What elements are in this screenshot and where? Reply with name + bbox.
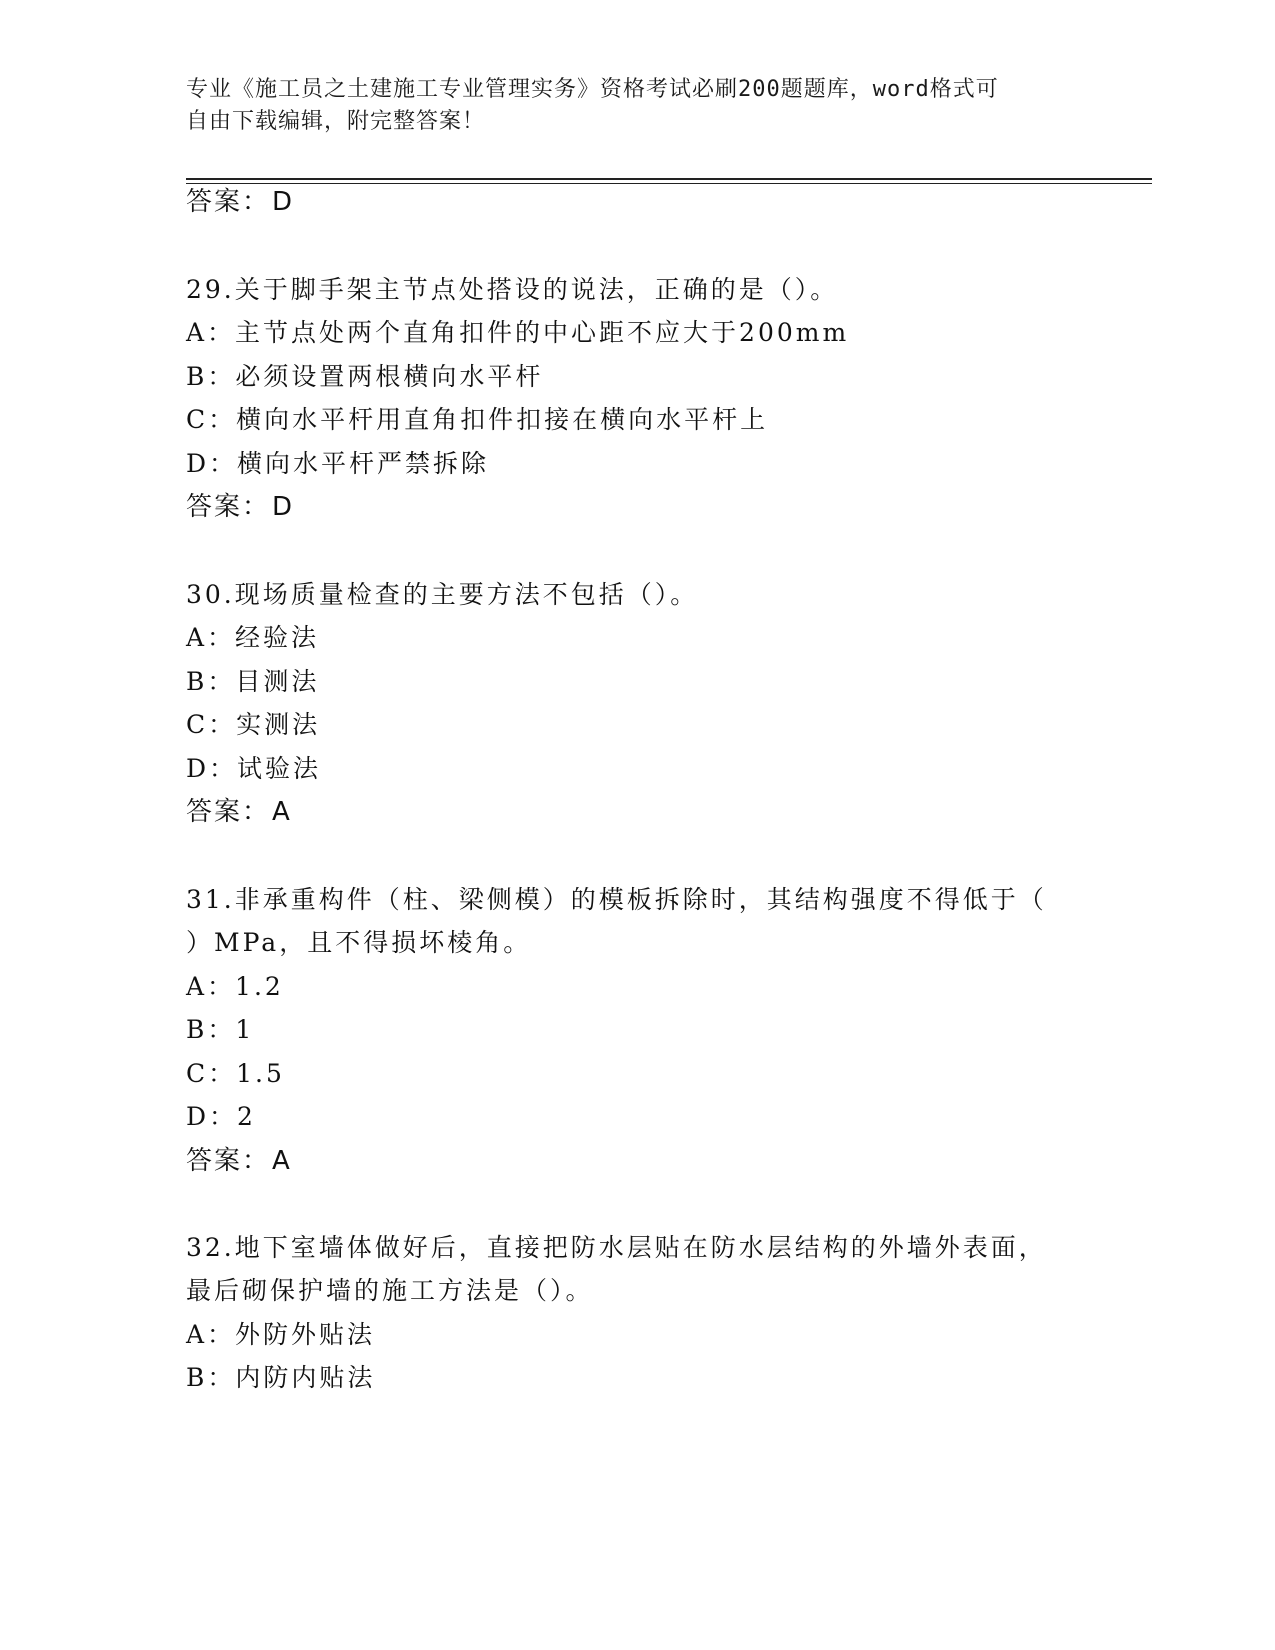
question-stem: 29.关于脚手架主节点处搭设的说法，正确的是（）。 [186, 275, 839, 304]
option-c: C：横向水平杆用直角扣件扣接在横向水平杆上 [186, 405, 769, 434]
answer-label: 答案： [186, 492, 271, 522]
answer-label: 答案： [186, 1146, 271, 1176]
option-d: D：横向水平杆严禁拆除 [186, 449, 490, 478]
answer-line [186, 187, 294, 217]
option-c: C：1.5 [186, 1059, 285, 1088]
option-b: B：内防内贴法 [186, 1363, 376, 1392]
option-b: B：目测法 [186, 667, 320, 696]
document-header [186, 74, 1066, 138]
question-stem: 30.现场质量检查的主要方法不包括（）。 [186, 580, 699, 609]
answer-value: D [272, 492, 295, 522]
answer-label: 答案： [186, 187, 271, 217]
answer-label: 答案： [186, 797, 271, 827]
option-d: D：2 [186, 1102, 256, 1131]
header-line-2: 自由下载编辑，附完整答案！ [186, 109, 486, 134]
header-divider-thick [186, 178, 1152, 180]
option-a: A：外防外贴法 [186, 1320, 376, 1349]
option-b: B：必须设置两根横向水平杆 [186, 362, 544, 391]
answer-value: D [272, 187, 295, 217]
answer-value: A [272, 1146, 292, 1176]
answer-line [186, 1146, 292, 1176]
option-a: A：1.2 [186, 972, 284, 1001]
option-a: A：经验法 [186, 623, 320, 652]
question-stem: 31.非承重构件（柱、梁侧模）的模板拆除时，其结构强度不得低于（ [186, 885, 1047, 914]
option-a: A：主节点处两个直角扣件的中心距不应大于200mm [186, 318, 850, 347]
header-divider-thin [186, 183, 1152, 184]
question-stem-continued: 最后砌保护墙的施工方法是（）。 [186, 1276, 594, 1305]
header-line-1: 专业《施工员之土建施工专业管理实务》资格考试必刷200题题库，word格式可 [186, 77, 999, 102]
answer-value: A [272, 797, 292, 827]
question-stem: 32.地下室墙体做好后，直接把防水层贴在防水层结构的外墙外表面， [186, 1233, 1047, 1262]
option-d: D：试验法 [186, 754, 322, 783]
option-c: C：实测法 [186, 710, 321, 739]
answer-line [186, 797, 292, 827]
answer-line [186, 492, 294, 522]
option-b: B：1 [186, 1015, 255, 1044]
question-stem-continued: ）MPa，且不得损坏棱角。 [186, 928, 532, 957]
